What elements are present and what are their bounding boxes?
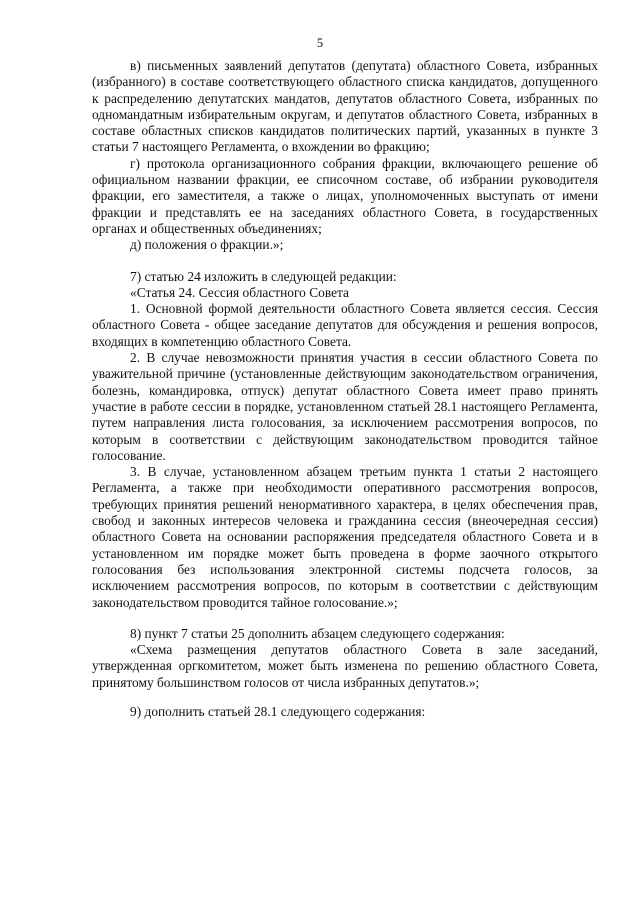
amendment-8-text: «Схема размещения депутатов областного Совета в зале заседаний, утвержденная оргкомитетом, может быть изменена по решению областного Совета, принятому большинством голосов от числа избранных депутатов.»; xyxy=(92,642,598,690)
article-24-title: «Статья 24. Сессия областного Совета xyxy=(130,284,349,300)
page-number: 5 xyxy=(316,36,324,50)
spacer xyxy=(92,611,598,626)
amendment-8-heading: 8) пункт 7 статьи 25 дополнить абзацем следующего содержания: xyxy=(130,625,505,641)
amendment-9-heading: 9) дополнить статьей 28.1 следующего содержания: xyxy=(130,703,426,719)
paragraph-item-v: в) письменных заявлений депутатов (депутата) областного Совета, избранных (избранного) в составе соответствующего областного списка кандидатов, допущенного к распределению депутатских мандатов, депутатов областного Совета, избранных по одномандатным избирательным округам, и депутатов областного Совета, избранных в составе областных списков кандидатов политических партий, указанных в пункте 3 статьи 7 настоящего Регламента, о вхождении во фракцию; xyxy=(92,58,598,155)
article-24-point-3: 3. В случае, установленном абзацем третьим пункта 1 статьи 2 настоящего Регламента, а также при необходимости оперативного рассмотрения вопросов, требующих принятия решений ненормативного характера, в целях обеспечения прав, свобод и законных интересов человека и гражданина сессия (внеочередная сессия) областного Совета на основании распоряжения председателя областного Совета и в установленном им порядке может быть проведена в форме заочного открытого голосования без использования электронной системы подсчета голосов, за исключением рассмотрения вопросов, по которым в соответствии с действующим законодательством проводится тайное голосование.»; xyxy=(92,464,598,610)
article-24-point-2: 2. В случае невозможности принятия участия в сессии областного Совета по уважительной причине (установленные действующим законодательством ограничения, болезнь, командировка, отпуск) депутат областного Совета имеет право принять участие в работе сессии в порядке, установленном статьей 28.1 настоящего Регламента, путем направления листа голосования, за исключением рассмотрения вопросов, по которым в соответствии с действующим законодательством проводится тайное голосование. xyxy=(92,350,598,463)
spacer xyxy=(92,691,598,704)
paragraph-item-d: д) положения о фракции.»; xyxy=(130,237,284,253)
document-body xyxy=(92,58,598,720)
paragraph-item-g: г) протокола организационного собрания фракции, включающего решение об официальном названии фракции, ее списочном составе, об избрании руководителя фракции, его заместителя, а также о лицах, уполномоченных выступать от имени фракции и представлять ее на заседаниях областного Совета, в государственных органах и общественных объединениях; xyxy=(92,155,598,236)
amendment-7-heading: 7) статью 24 изложить в следующей редакции: xyxy=(130,268,397,284)
article-24-point-1: 1. Основной формой деятельности областного Совета является сессия. Сессия областного Совета - общее заседание депутатов для обсуждения и решения вопросов, входящих в компетенцию областного Совета. xyxy=(92,301,598,349)
spacer xyxy=(92,254,598,269)
